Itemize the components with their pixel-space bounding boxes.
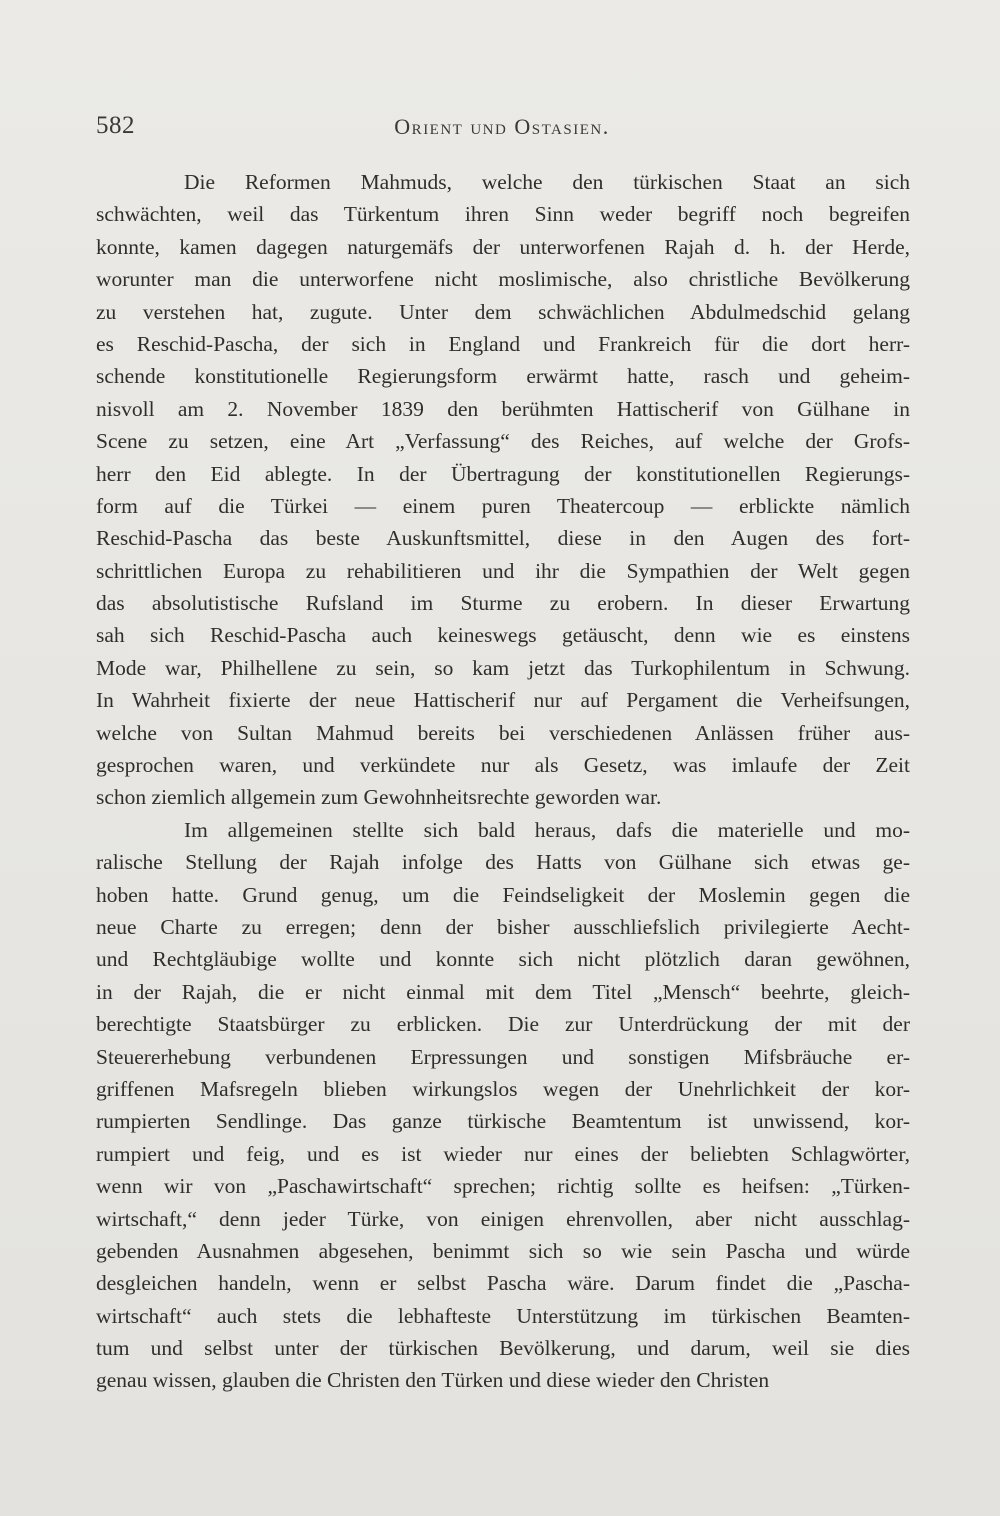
- text-line: gebenden Ausnahmen abgesehen, benimmt sich so wie sein Pascha und würde: [96, 1238, 910, 1263]
- text-line: nisvoll am 2. November 1839 den berühmten Hattischerif von Gülhane in: [96, 396, 910, 421]
- text-line: form auf die Türkei — einem puren Theatercoup — erblickte nämlich: [96, 493, 910, 518]
- text-line: Die Reformen Mahmuds, welche den türkischen Staat an sich: [184, 170, 910, 194]
- text-line: in der Rajah, die er nicht einmal mit dem Titel „Mensch“ beehrte, gleich-: [96, 979, 910, 1004]
- text-line: neue Charte zu erregen; denn der bisher ausschliefslich privilegierte Aecht-: [96, 914, 910, 939]
- text-line: wirtschaft“ auch stets die lebhafteste Unterstützung im türkischen Beamten-: [96, 1303, 910, 1328]
- text-line: genau wissen, glauben die Christen den Türken und diese wieder den Christen: [96, 1368, 770, 1393]
- page-header: [96, 112, 908, 146]
- text-line: zu verstehen hat, zugute. Unter dem schwächlichen Abdulmedschid gelang: [96, 299, 910, 324]
- text-line: berechtigte Staatsbürger zu erblicken. Die zur Unterdrückung der mit der: [96, 1012, 910, 1037]
- text-line: herr den Eid ablegte. In der Übertragung der konstitutionellen Regierungs-: [96, 461, 910, 486]
- text-line: rumpierten Sendlinge. Das ganze türkische Beamtentum ist unwissend, kor-: [96, 1109, 910, 1134]
- text-line: griffenen Mafsregeln blieben wirkungslos wegen der Unehrlichkeit der kor-: [96, 1076, 910, 1101]
- text-line: welche von Sultan Mahmud bereits bei verschiedenen Anlässen früher aus-: [96, 720, 910, 745]
- text-line: das absolutistische Rufsland im Sturme zu erobern. In dieser Erwartung: [96, 591, 910, 616]
- text-line: schende konstitutionelle Regierungsform erwärmt hatte, rasch und geheim-: [96, 364, 910, 389]
- text-line: desgleichen handeln, wenn er selbst Pascha wäre. Darum findet die „Pascha-: [96, 1271, 910, 1296]
- text-line: In Wahrheit fixierte der neue Hattischerif nur auf Pergament die Verheifsungen,: [96, 688, 910, 713]
- text-line: Im allgemeinen stellte sich bald heraus, dafs die materielle und mo-: [184, 817, 910, 842]
- text-line: Scene zu setzen, eine Art „Verfassung“ des Reiches, auf welche der Grofs-: [96, 429, 910, 454]
- text-line: hoben hatte. Grund genug, um die Feindseligkeit der Moslemin gegen die: [96, 882, 910, 907]
- text-line: worunter man die unterworfene nicht moslimische, also christliche Bevölkerung: [96, 267, 910, 292]
- text-line: Reschid-Pascha das beste Auskunftsmittel, diese in den Augen des fort-: [96, 526, 910, 551]
- text-line: Steuererhebung verbundenen Erpressungen und sonstigen Mifsbräuche er-: [96, 1044, 910, 1069]
- paragraph: [96, 814, 910, 1397]
- text-line: schrittlichen Europa zu rehabilitieren und ihr die Sympathien der Welt gegen: [96, 558, 910, 583]
- text-line: Mode war, Philhellene zu sein, so kam jetzt das Turkophilentum in Schwung.: [96, 655, 910, 680]
- page-number: 582: [96, 112, 135, 139]
- text-line: wirtschaft,“ denn jeder Türke, von einigen ehrenvollen, aber nicht ausschlag-: [96, 1206, 910, 1231]
- text-line: schon ziemlich allgemein zum Gewohnheitsrechte geworden war.: [96, 785, 662, 810]
- text-line: ralische Stellung der Rajah infolge des Hatts von Gülhane sich etwas ge-: [96, 850, 910, 875]
- running-title: Orient und Ostasien.: [394, 114, 610, 139]
- text-line: konnte, kamen dagegen naturgemäfs der unterworfenen Rajah d. h. der Herde,: [96, 234, 910, 259]
- text-line: rumpiert und feig, und es ist wieder nur eines der beliebten Schlagwörter,: [96, 1141, 910, 1166]
- body-text: [96, 166, 910, 1397]
- text-line: schwächten, weil das Türkentum ihren Sinn weder begriff noch begreifen: [96, 202, 910, 227]
- text-line: wenn wir von „Paschawirtschaft“ sprechen; richtig sollte es heifsen: „Türken-: [96, 1174, 910, 1199]
- text-line: gesprochen waren, und verkündete nur als Gesetz, was imlaufe der Zeit: [96, 753, 910, 778]
- text-line: sah sich Reschid-Pascha auch keineswegs getäuscht, denn wie es einstens: [96, 623, 910, 648]
- text-line: tum und selbst unter der türkischen Bevölkerung, und darum, weil sie dies: [96, 1336, 910, 1361]
- text-line: es Reschid-Pascha, der sich in England und Frankreich für die dort herr-: [96, 331, 910, 356]
- text-line: und Rechtgläubige wollte und konnte sich nicht plötzlich daran gewöhnen,: [96, 947, 910, 972]
- paragraph: [96, 166, 910, 814]
